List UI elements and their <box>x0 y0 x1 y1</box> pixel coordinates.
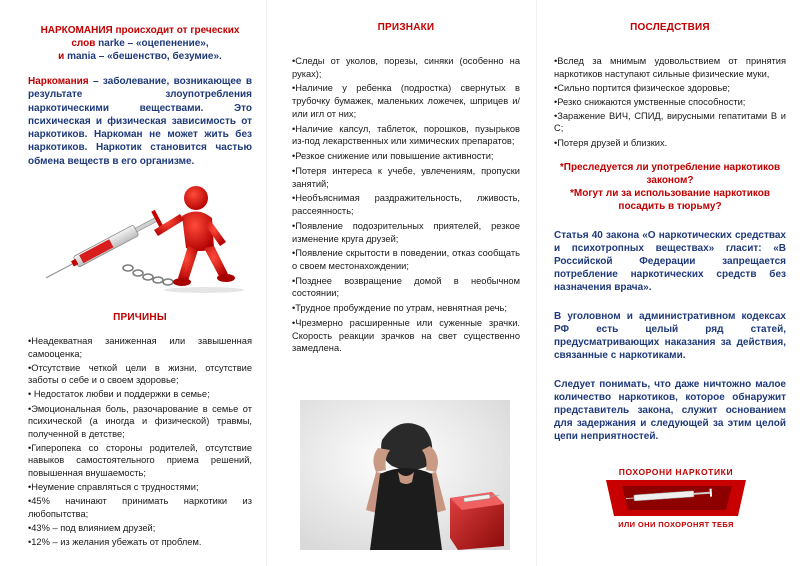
banner-top-text: ПОХОРОНИ НАРКОТИКИ <box>618 467 734 477</box>
list-item: •43% – под влиянием друзей; <box>28 522 156 533</box>
list-item: •Наличие у ребенка (подростка) свернутых в трубочку бумажек, маленьких ложечек, шприцев и/ или игл от них; <box>292 83 520 119</box>
banner-bottom-text: ИЛИ ОНИ ПОХОРОНЯТ ТЕБЯ <box>618 520 734 529</box>
list-item: •45% начинают принимать наркотики из любопытства; <box>28 496 252 519</box>
list-item: •Чрезмерно расширенные или суженные зрачки. Скорость реакции зрачков на свет существенно замедлена. <box>292 318 520 354</box>
list-item: •Появление подозрительных приятелей, резкое изменение круга друзей; <box>292 220 520 244</box>
list-item: •Резкое снижение или повышение активности; <box>292 151 494 162</box>
consequences-heading: ПОСЛЕДСТВИЯ <box>630 22 710 33</box>
causes-heading: ПРИЧИНЫ <box>113 312 167 324</box>
causes-list <box>28 335 252 549</box>
intro-title-line-1: НАРКОМАНИЯ происходит от греческих <box>40 25 240 36</box>
column-consequences <box>540 0 800 566</box>
list-item: •Эмоциональная боль, разочарование в семье от психической (а иногда и физической) травмы, полученной в детстве; <box>28 403 252 439</box>
list-item: •Сильно портится физическое здоровье; <box>554 82 730 93</box>
intro-definition-term: Наркомания <box>28 76 89 87</box>
list-item: •Позднее возвращение домой в необычном состоянии; <box>292 275 520 299</box>
list-item: •Потеря друзей и близких. <box>554 137 668 148</box>
list-item: •Резко снижаются умственные способности; <box>554 96 746 107</box>
law-article-text: Статья 40 закона «О наркотических средствах и психотропных веществах» гласит: «В Российской Федерации запрещается потребление наркотических средств без назначения врача». <box>554 230 786 294</box>
fold-line <box>536 0 537 566</box>
signs-list <box>292 55 520 355</box>
intro-title <box>28 24 252 63</box>
list-item: •Заражение ВИЧ, СПИД, вирусными гепатитами В и С; <box>554 110 786 134</box>
intro-title-line-2: narke – «оцепенение», <box>98 38 209 49</box>
list-item: •Отсутствие четкой цели в жизни, отсутствие заботы о себе и о своем здоровье; <box>28 362 252 386</box>
list-item: •Вслед за мнимым удовольствием от принятия наркотиков наступают сильные физические муки, <box>554 56 786 79</box>
chained-figure-icon <box>28 178 253 306</box>
column-intro <box>0 0 262 566</box>
intro-title-line-2-prefix: слов <box>71 38 99 49</box>
intro-title-line-3-prefix: и <box>58 51 68 62</box>
column-signs <box>270 0 532 566</box>
bury-drugs-banner <box>600 464 752 532</box>
coffin-syringe-icon <box>600 464 752 532</box>
list-item: •Необъяснимая раздражительность, лживость, рассеянность; <box>292 193 520 217</box>
addict-syringe-illustration <box>28 178 252 306</box>
question-prison: *Могут ли за использование наркотиков посадить в тюрьму? <box>570 188 770 213</box>
intro-definition <box>28 75 252 168</box>
list-item: •Следы от уколов, порезы, синяки (особенно на руках); <box>292 56 520 79</box>
person-with-syringe-icon <box>300 400 510 550</box>
list-item: •12% – из желания убежать от проблем. <box>28 536 202 547</box>
law-questions <box>554 161 786 213</box>
intro-title-line-3: mania – «бешенство, безумие». <box>67 51 222 62</box>
fold-line <box>266 0 267 566</box>
list-item: •Неумение справляться с трудностями; <box>28 482 199 493</box>
signs-heading: ПРИЗНАКИ <box>377 22 435 33</box>
consequences-list <box>554 55 786 149</box>
intro-definition-body: – заболевание, возникающее в результате злоупотребления наркотическими веществами. Это психическая и физическая зависимость от наркотиков. Наркоман не может жить без наркотиков. Наркотик становится частью обмена веществ в его организме. <box>28 76 252 167</box>
distressed-person-photo <box>300 400 510 550</box>
question-prosecution: *Преследуется ли употребление наркотиков законом? <box>559 162 781 187</box>
detention-note-text: Следует понимать, что даже ничтожно малое количество наркотиков, которое обнаружит представитель закона, служит основанием для задержания и следующей за этим целой цепи неприятностей. <box>554 379 786 443</box>
list-item: •Неадекватная заниженная или завышенная самооценка; <box>28 336 252 359</box>
list-item: •Трудное пробуждение по утрам, невнятная речь; <box>292 303 507 314</box>
list-item: •Наличие капсул, таблеток, порошков, пузырьков из-под лекарственных или химических препаратов; <box>292 123 520 147</box>
list-item: • Недостаток любви и поддержки в семье; <box>28 389 210 400</box>
list-item: •Потеря интереса к учебе, увлечениям, пропуски занятий; <box>292 165 520 189</box>
criminal-codes-text: В уголовном и административном кодексах РФ есть целый ряд статей, предусматривающих наказания за действия, связанные с наркотиками. <box>554 311 786 362</box>
list-item: •Гиперопека со стороны родителей, отсутствие навыков самостоятельного приема решений, повышенная внушаемость; <box>28 442 252 479</box>
list-item: •Появление скрытости в поведении, отказ сообщать о своем местонахождении; <box>292 248 520 271</box>
